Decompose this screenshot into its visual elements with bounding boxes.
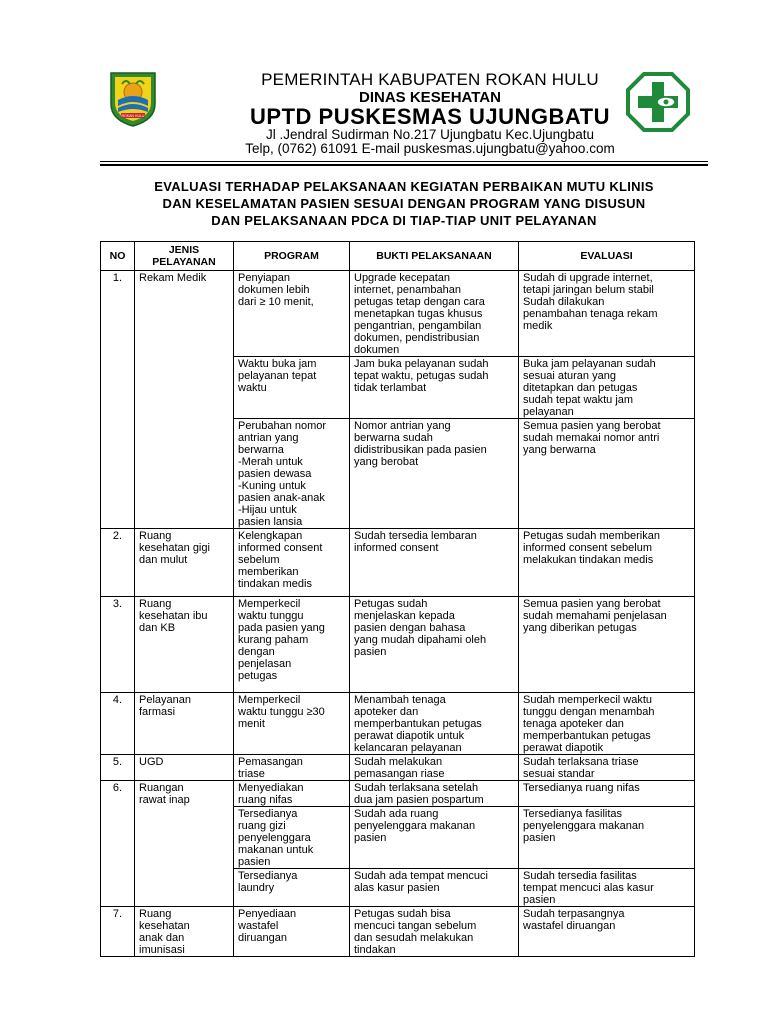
cell-evaluasi: Sudah terlaksana triase sesuai standar xyxy=(519,755,695,781)
title-line: DAN KESELAMATAN PASIEN SESUAI DENGAN PROGRAM YANG DISUSUN xyxy=(162,196,646,211)
header-institution: UPTD PUSKESMAS UJUNGBATU xyxy=(250,104,610,129)
cell-no: 4. xyxy=(101,693,135,755)
table-row xyxy=(101,755,695,781)
cell-no: 7. xyxy=(101,907,135,957)
table-row xyxy=(101,597,695,693)
cell-bukti: Upgrade kecepatan internet, penambahan petugas tetap dengan cara menetapkan tugas khusus pengantrian, pengambilan dokumen, pendistribusian dokumen xyxy=(350,271,519,357)
cell-evaluasi: Sudah di upgrade internet, tetapi jaringan belum stabil Sudah dilakukan penambahan tenaga rekam medik xyxy=(519,271,695,357)
cell-bukti: Sudah melakukan pemasangan riase xyxy=(350,755,519,781)
cell-jenis: Rekam Medik xyxy=(135,271,234,529)
cell-bukti: Menambah tenaga apoteker dan memperbantukan petugas perawat diapotik untuk kelancaran pelayanan xyxy=(350,693,519,755)
table-header-row xyxy=(101,242,695,271)
table-row xyxy=(101,271,695,357)
cell-bukti: Sudah ada ruang penyelenggara makanan pasien xyxy=(350,807,519,869)
cell-jenis: UGD xyxy=(135,755,234,781)
cell-evaluasi: Tersedianya fasilitas penyelenggara makanan pasien xyxy=(519,807,695,869)
cell-no: 2. xyxy=(101,529,135,597)
cell-program: Tersedianya ruang gizi penyelenggara makanan untuk pasien xyxy=(234,807,350,869)
header-address: Jl .Jendral Sudirman No.217 Ujungbatu Kec.Ujungbatu xyxy=(266,127,594,142)
cell-no: 5. xyxy=(101,755,135,781)
cell-program: Pemasangan triase xyxy=(234,755,350,781)
cell-program: Tersedianya laundry xyxy=(234,869,350,907)
table-row xyxy=(101,907,695,957)
cell-jenis: Ruang kesehatan gigi dan mulut xyxy=(135,529,234,597)
title-line: DAN PELAKSANAAN PDCA DI TIAP-TIAP UNIT PELAYANAN xyxy=(211,213,597,228)
table-row xyxy=(101,693,695,755)
cell-evaluasi: Sudah terpasangnya wastafel diruangan xyxy=(519,907,695,957)
col-header-no: NO xyxy=(101,242,135,271)
cell-jenis: Ruangan rawat inap xyxy=(135,781,234,907)
cell-program: Penyiapan dokumen lebih dari ≥ 10 menit, xyxy=(234,271,350,357)
cell-evaluasi: Tersedianya ruang nifas xyxy=(519,781,695,807)
col-header-evaluasi: EVALUASI xyxy=(519,242,695,271)
cell-no: 3. xyxy=(101,597,135,693)
table-row xyxy=(101,529,695,597)
title-line: EVALUASI TERHADAP PELAKSANAAN KEGIATAN PERBAIKAN MUTU KLINIS xyxy=(154,179,654,194)
cell-program: Kelengkapan informed consent sebelum memberikan tindakan medis xyxy=(234,529,350,597)
cell-jenis: Pelayanan farmasi xyxy=(135,693,234,755)
cell-program: Perubahan nomor antrian yang berwarna -Merah untuk pasien dewasa -Kuning untuk pasien anak-anak -Hijau untuk pasien lansia xyxy=(234,419,350,529)
cell-bukti: Petugas sudah bisa mencuci tangan sebelum dan sesudah melakukan tindakan xyxy=(350,907,519,957)
cell-no: 6. xyxy=(101,781,135,907)
cell-bukti: Sudah ada tempat mencuci alas kasur pasien xyxy=(350,869,519,907)
cell-program: Penyediaan wastafel diruangan xyxy=(234,907,350,957)
cell-bukti: Sudah tersedia lembaran informed consent xyxy=(350,529,519,597)
cell-evaluasi: Buka jam pelayanan sudah sesuai aturan yang ditetapkan dan petugas sudah tepat waktu jam pelayanan xyxy=(519,357,695,419)
cell-evaluasi: Semua pasien yang berobat sudah memahami penjelasan yang diberikan petugas xyxy=(519,597,695,693)
cell-program: Menyediakan ruang nifas xyxy=(234,781,350,807)
cell-jenis: Ruang kesehatan ibu dan KB xyxy=(135,597,234,693)
cell-bukti: Petugas sudah menjelaskan kepada pasien dengan bahasa yang mudah dipahami oleh pasien xyxy=(350,597,519,693)
col-header-program: PROGRAM xyxy=(234,242,350,271)
cell-bukti: Jam buka pelayanan sudah tepat waktu, petugas sudah tidak terlambat xyxy=(350,357,519,419)
cell-bukti: Nomor antrian yang berwarna sudah didistribusikan pada pasien yang berobat xyxy=(350,419,519,529)
header-divider-thin xyxy=(100,161,708,162)
emblem-caption: ROKAN HULU xyxy=(121,114,145,118)
cell-no: 1. xyxy=(101,271,135,529)
cell-evaluasi: Semua pasien yang berobat sudah memakai nomor antri yang berwarna xyxy=(519,419,695,529)
cell-program: Memperkecil waktu tunggu pada pasien yang kurang paham dengan penjelasan petugas xyxy=(234,597,350,693)
evaluation-table xyxy=(100,241,695,957)
header-government: PEMERINTAH KABUPATEN ROKAN HULU xyxy=(261,70,599,89)
col-header-jenis: JENIS PELAYANAN xyxy=(135,242,234,271)
cell-bukti: Sudah terlaksana setelah dua jam pasien pospartum xyxy=(350,781,519,807)
cell-program: Memperkecil waktu tunggu ≥30 menit xyxy=(234,693,350,755)
header-contact: Telp, (0762) 61091 E-mail puskesmas.ujungbatu@yahoo.com xyxy=(245,141,615,156)
cell-jenis: Ruang kesehatan anak dan imunisasi xyxy=(135,907,234,957)
cell-evaluasi: Sudah memperkecil waktu tunggu dengan menambah tenaga apoteker dan memperbantukan petugas perawat diapotik xyxy=(519,693,695,755)
header-department: DINAS KESEHATAN xyxy=(359,89,501,106)
col-header-bukti: BUKTI PELAKSANAAN xyxy=(350,242,519,271)
cell-program: Waktu buka jam pelayanan tepat waktu xyxy=(234,357,350,419)
document-title xyxy=(100,178,708,229)
header-divider-thick xyxy=(100,164,708,166)
cell-evaluasi: Petugas sudah memberikan informed consent sebelum melakukan tindakan medis xyxy=(519,529,695,597)
table-row xyxy=(101,781,695,807)
cell-evaluasi: Sudah tersedia fasilitas tempat mencuci alas kasur pasien xyxy=(519,869,695,907)
